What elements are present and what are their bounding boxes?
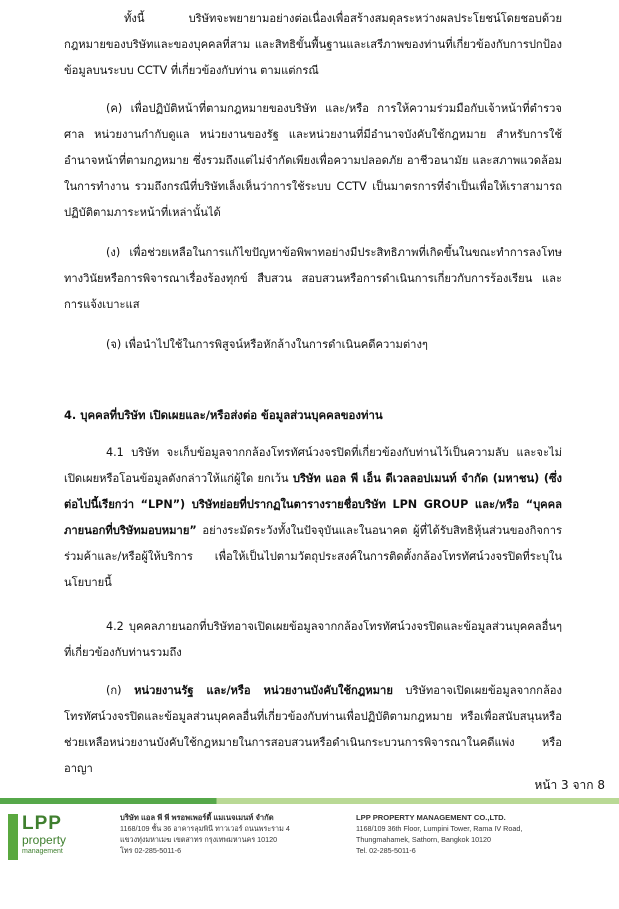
- item-a-label: (ก): [106, 684, 135, 697]
- paragraph-item-a: [64, 678, 562, 782]
- paragraph-item-d: (ง) เพื่อช่วยเหลือในการแก้ไขปัญหาข้อพิพาทอย่างมีประสิทธิภาพที่เกิดขึ้นในขณะทำการลงโทษทางวินัยหรือการพิจารณาเรื่องร้องทุกข์ สืบสวน สอบสวนหรือการดำเนินการเกี่ยวกับการร้องเรียน และการแจ้งเบาะแส: [64, 246, 562, 311]
- paragraph-item-c: (ค) เพื่อปฏิบัติหน้าที่ตามกฎหมายของบริษัท และ/หรือ การให้ความร่วมมือกับเจ้าหน้าที่ตำรวจ ศาล หน่วยงานกำกับดูแล หน่วยงานของรัฐ และหน่วยงานที่มีอำนาจบังคับใช้กฎหมาย สำหรับการใช้อำนาจหน้าที่ตามกฎหมาย ซึ่งรวมถึงแต่ไม่จำกัดเพียงเพื่อความปลอดภัย อาชีวอนามัย และสภาพแวดล้อมในการทำงาน รวมถึงกรณีที่บริษัทเล็งเห็นว่าการใช้ระบบ CCTV เป็นมาตรการที่จำเป็นเพื่อให้เราสามารถปฏิบัติตามภาระหน้าที่เหล่านั้นได้: [64, 102, 562, 219]
- footer-color-bar: [0, 798, 619, 804]
- paragraph-4-1: [64, 440, 562, 596]
- phone-th: โทร 02-285-5011-6: [120, 846, 182, 855]
- address-en-line-2: Thungmahamek, Sathorn, Bangkok 10120: [356, 835, 492, 844]
- paragraph-intro-tail: ทั้งนี้ บริษัทจะพยายามอย่างต่อเนื่องเพื่อสร้างสมดุลระหว่างผลประโยชน์โดยชอบด้วยกฎหมายของบริษัทและของบุคคลที่สาม และสิทธิขั้นพื้นฐานและเสรีภาพของท่านที่เกี่ยวข้องกับการปกป้องข้อมูลบนระบบ CCTV ที่เกี่ยวข้องกับท่าน ตามแต่กรณี: [64, 12, 562, 77]
- company-logo: [8, 814, 80, 864]
- p41-text-a: 4.1 บริษัท จะเก็บข้อมูลจากกล้องโทรทัศน์วงจรปิดที่เกี่ยวข้องกับท่านไว้เป็นความลับ และจะไม่เปิดเผยหรือโอนข้อมูลดังกล่าวให้แก่ผู้ใด ยกเว้น: [64, 446, 562, 485]
- page-number: หน้า 3 จาก 8: [534, 778, 605, 792]
- company-name-en: LPP PROPERTY MANAGEMENT CO.,LTD.: [356, 813, 506, 822]
- phone-en: Tel. 02-285-5011-6: [356, 846, 416, 855]
- item-a-bold: หน่วยงานรัฐ และ/หรือ หน่วยงานบังคับใช้กฎหมาย: [134, 684, 393, 697]
- logo-mark-icon: [8, 814, 18, 860]
- logo-text-lpp: LPP: [22, 813, 62, 834]
- address-th-line-2: แขวงทุ่งมหาเมฆ เขตสาทร กรุงเทพมหานคร 10120: [120, 835, 278, 844]
- paragraph-item-e: (จ) เพื่อนำไปใช้ในการพิสูจน์หรือหักล้างในการดำเนินคดีความต่างๆ: [106, 338, 428, 351]
- paragraph-4-2: 4.2 บุคคลภายนอกที่บริษัทอาจเปิดเผยข้อมูลจากกล้องโทรทัศน์วงจรปิดและข้อมูลส่วนบุคคลอื่นๆ ที่เกี่ยวข้องกับท่านรวมถึง: [64, 620, 562, 659]
- logo-text-management: management: [22, 848, 63, 855]
- footer-address-en: [356, 812, 522, 856]
- item-a-rest: บริษัทอาจเปิดเผยข้อมูลจากกล้องโทรทัศน์วงจรปิดและข้อมูลส่วนบุคคลอื่นที่เกี่ยวข้องกับท่านเพื่อปฏิบัติตามกฎหมาย หรือเพื่อสนับสนุนหรือช่วยเหลือหน่วยงานบังคับใช้กฎหมายในการสอบสวนหรือดำเนินกระบวนการพิจารณาในคดีแพ่ง หรืออาญา: [64, 684, 562, 775]
- address-th-line-1: 1168/109 ชั้น 36 อาคารลุมพินี ทาวเวอร์ ถนนพระราม 4: [120, 824, 290, 833]
- address-en-line-1: 1168/109 36th Floor, Lumpini Tower, Rama IV Road,: [356, 824, 523, 833]
- company-name-th: บริษัท แอล พี พี พรอพเพอร์ตี้ แมเนจเมนท์ จำกัด: [120, 813, 274, 822]
- footer-address-th: [120, 812, 290, 856]
- p41-text-c: อย่างระมัดระวังทั้งในปัจจุบันและในอนาคต ผู้ที่ได้รับสิทธิหุ้นส่วนของกิจการร่วมค้าและ/หรือผู้ให้บริการ เพื่อให้เป็นไปตามวัตถุประสงค์ในการติดตั้งกล้องโทรทัศน์วงจรปิดที่ระบุในนโยบายนี้: [64, 524, 562, 589]
- p41-text-bold: บริษัท แอล พี เอ็น ดีเวลลอปเมนท์ จำกัด (มหาชน) (ซึ่งต่อไปนี้เรียกว่า “LPN”) บริษัทย่อยที่ปรากฏในตารางรายชื่อบริษัท LPN GROUP และ/หรือ “บุคคลภายนอกที่บริษัทมอบหมาย”: [64, 472, 562, 537]
- logo-wordmark: [22, 814, 66, 856]
- page-footer: [0, 798, 619, 909]
- section-4-heading: 4. บุคคลที่บริษัท เปิดเผยและ/หรือส่งต่อ ข้อมูลส่วนบุคคลของท่าน: [64, 408, 383, 422]
- logo-text-property: property: [22, 833, 67, 847]
